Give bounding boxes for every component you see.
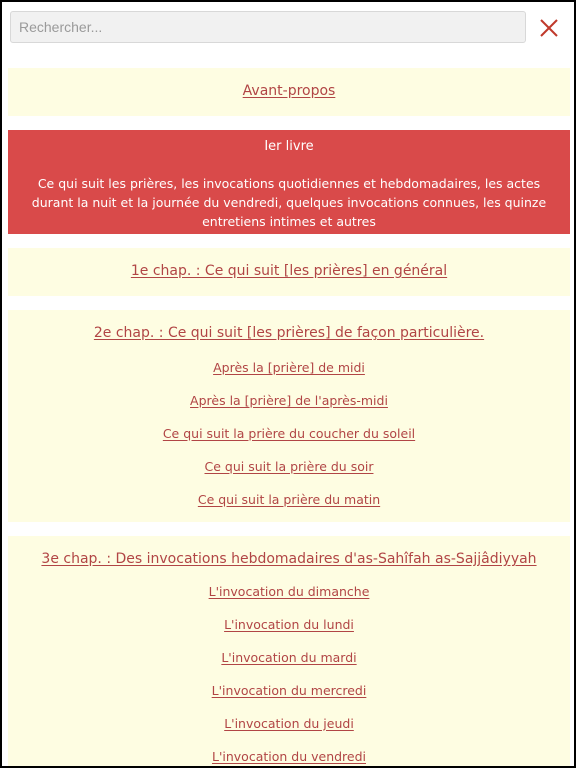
- list-item[interactable]: Après la [prière] de l'après-midi: [190, 393, 388, 408]
- chapter-card-3: [8, 536, 570, 768]
- list-item[interactable]: Ce qui suit la prière du soir: [204, 459, 374, 474]
- chapter-2-link[interactable]: 2e chap. : Ce qui suit [les prières] de façon particulière.: [93, 325, 485, 341]
- list-item[interactable]: L'invocation du mardi: [221, 650, 357, 665]
- chapter-1-link[interactable]: 1e chap. : Ce qui suit [les prières] en général: [130, 263, 448, 279]
- list-item[interactable]: L'invocation du vendredi: [211, 749, 367, 764]
- close-icon: [538, 17, 560, 39]
- chapter-card-2: [8, 310, 570, 522]
- list-item[interactable]: Après la [prière] de midi: [213, 360, 365, 375]
- list-item[interactable]: L'invocation du lundi: [224, 617, 354, 632]
- foreword-link[interactable]: Avant-propos: [242, 83, 336, 99]
- foreword-card: [8, 68, 570, 116]
- list-item[interactable]: Ce qui suit la prière du coucher du soleil: [162, 426, 416, 441]
- book-header[interactable]: [8, 130, 570, 234]
- search-input[interactable]: [10, 11, 526, 43]
- list-item[interactable]: Ce qui suit la prière du matin: [197, 492, 381, 507]
- book-title: Ier livre: [264, 139, 314, 154]
- list-item[interactable]: L'invocation du mercredi: [211, 683, 367, 698]
- list-item[interactable]: L'invocation du dimanche: [208, 584, 370, 599]
- book-description: Ce qui suit les prières, les invocations quotidiennes et hebdomadaires, les actes durant la nuit et la journée du vendredi, quelques invocations connues, les quinze entretiens intimes et autres: [31, 176, 547, 229]
- close-button[interactable]: [538, 17, 560, 39]
- search-bar: [10, 11, 566, 47]
- chapter-card-1: [8, 248, 570, 296]
- list-item[interactable]: L'invocation du jeudi: [224, 716, 354, 731]
- chapter-3-link[interactable]: 3e chap. : Des invocations hebdomadaires d'as-Sahîfah as-Sajjâdiyyah: [41, 551, 537, 567]
